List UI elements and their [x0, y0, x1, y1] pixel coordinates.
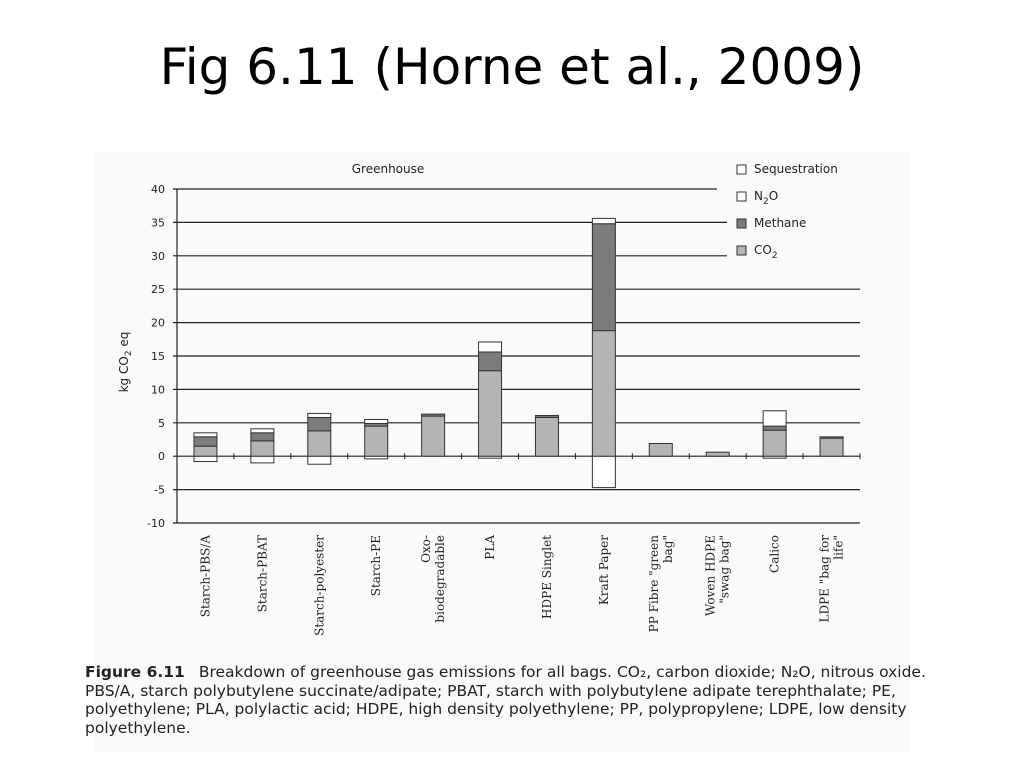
bar-co2 — [365, 426, 388, 456]
chart-title: Greenhouse — [351, 162, 425, 176]
y-tick-label: 5 — [158, 416, 165, 430]
x-category-label: HDPE Singlet — [539, 535, 554, 619]
bar-methane — [820, 437, 843, 438]
figure-caption — [85, 663, 935, 737]
bar-methane — [251, 433, 274, 441]
y-tick-label: -5 — [154, 483, 165, 497]
legend-label: Methane — [754, 216, 807, 230]
x-category-label: Starch-polyester — [312, 535, 327, 636]
y-axis-label: kg $CO_2$ eq — [117, 331, 134, 393]
bar-n2o — [251, 429, 274, 433]
bar-sequestration — [592, 456, 615, 487]
caption-label: Figure 6.11 — [85, 663, 185, 681]
bar-co2 — [706, 452, 729, 456]
x-category-label: Woven HDPE"swag bag" — [703, 535, 732, 617]
y-tick-label: 20 — [151, 316, 165, 330]
bar-n2o — [763, 411, 786, 426]
y-tick-label: 40 — [151, 183, 165, 196]
bar-n2o — [592, 218, 615, 223]
x-category-label: Oxo-biodegradable — [419, 535, 448, 623]
legend-swatch — [737, 246, 746, 255]
legend-label: $CO_2$ — [754, 243, 778, 261]
bar-methane — [535, 415, 558, 417]
y-tick-label: 0 — [158, 450, 165, 464]
bar-methane — [592, 224, 615, 331]
bar-methane — [422, 414, 445, 416]
bar-methane — [194, 437, 217, 446]
bar-co2 — [535, 417, 558, 456]
bar-co2 — [251, 441, 274, 456]
bar-co2 — [479, 371, 502, 457]
figure-panel — [95, 152, 910, 752]
y-tick-label: 35 — [151, 216, 165, 230]
legend-label: Sequestration — [754, 162, 838, 176]
bar-sequestration — [194, 456, 217, 461]
bar-co2 — [763, 430, 786, 456]
x-category-label: PLA — [483, 535, 498, 560]
legend-label: $N_2O$ — [754, 189, 779, 207]
y-tick-label: -10 — [147, 517, 165, 530]
slide-title: Fig 6.11 (Horne et al., 2009) — [159, 38, 865, 96]
bar-sequestration — [251, 456, 274, 463]
bar-co2 — [820, 438, 843, 456]
bar-n2o — [194, 433, 217, 437]
legend-swatch — [737, 192, 746, 201]
y-tick-label: 15 — [151, 350, 165, 363]
x-category-label: Starch-PBS/A — [198, 535, 213, 618]
x-category-label: Calico — [767, 535, 782, 573]
bar-methane — [479, 352, 502, 371]
bar-methane — [308, 417, 331, 430]
x-category-label: Starch-PE — [369, 535, 384, 597]
x-category-label: PP Fibre "greenbag" — [646, 535, 675, 633]
y-tick-label: 30 — [151, 249, 165, 263]
caption-text: Breakdown of greenhouse gas emissions for all bags. CO₂, carbon dioxide; N₂O, nitrous oxide. PBS/A, starch polybutylene succinate/adipate; PBAT, starch with polybutylene adipate terephthalate; PE, polyethylene; PLA, polylactic acid; HDPE, high density polyethylene; PP, polypropylene; LDPE, low density polyethylene. — [85, 663, 926, 737]
legend-swatch — [737, 219, 746, 228]
chart — [95, 152, 910, 657]
y-tick-label: 25 — [151, 283, 165, 297]
bar-n2o — [479, 342, 502, 352]
bar-co2 — [422, 416, 445, 456]
y-tick-label: 10 — [151, 383, 165, 397]
x-category-label: Starch-PBAT — [255, 535, 270, 613]
bar-co2 — [649, 444, 672, 457]
bar-n2o — [365, 419, 388, 423]
bar-methane — [763, 426, 786, 430]
bar-co2 — [308, 431, 331, 456]
bar-co2 — [194, 446, 217, 456]
x-category-label: Kraft Paper — [596, 535, 611, 606]
x-category-label: LDPE "bag forlife" — [817, 535, 846, 623]
legend-swatch — [737, 165, 746, 174]
bar-sequestration — [308, 456, 331, 464]
bar-co2 — [592, 331, 615, 457]
bar-n2o — [308, 413, 331, 417]
